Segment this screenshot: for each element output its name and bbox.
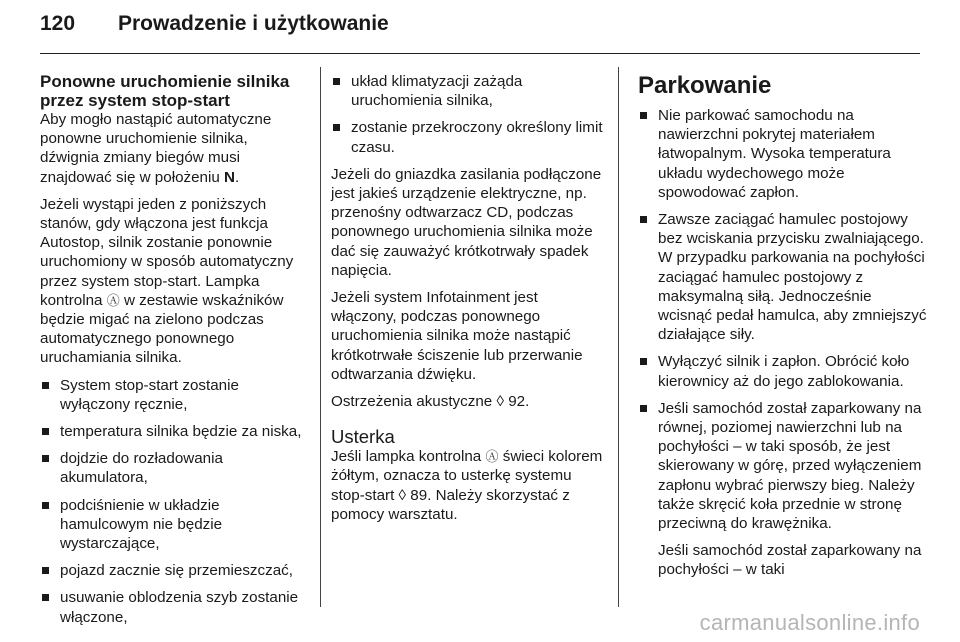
list-item: podciśnienie w układzie hamulcowym nie będzie wystarczające, xyxy=(40,496,308,554)
list-item: Nie parkować samochodu na nawierzchni pokrytej materiałem łatwopalnym. Wysoka temperatura układu wydechowego może spowodować zapłon. xyxy=(638,106,928,202)
column-divider xyxy=(618,67,619,607)
list-item: Wyłączyć silnik i zapłon. Obrócić koło kierownicy aż do jego zablokowania. xyxy=(638,352,928,390)
text: Jeśli lampka kontrolna xyxy=(331,448,486,466)
gear-position: N xyxy=(224,168,236,186)
autostop-icon: Ⓐ xyxy=(106,292,120,308)
list-item: pojazd zacznie się przemieszczać, xyxy=(40,561,308,580)
column-2 xyxy=(331,72,605,532)
page-title: Prowadzenie i użytkowanie xyxy=(118,12,389,35)
text: Jeżeli wystąpi jeden z poniższych stanów, gdy włączona jest funkcja Autostop, silnik zostanie ponownie uruchomiony w sposób automatyczny przez system stop-start. Lampka kontrolna xyxy=(40,195,294,309)
list-item: układ klimatyzacji zażąda uruchomienia silnika, xyxy=(331,72,605,110)
paragraph: Jeśli samochód został zaparkowany na pochyłości – w taki xyxy=(658,542,922,579)
paragraph xyxy=(40,195,308,368)
text: Ostrzeżenia akustyczne xyxy=(331,393,497,411)
page-number: 120 xyxy=(40,12,76,35)
reference-icon: ◊ xyxy=(398,486,407,504)
list-item: System stop-start zostanie wyłączony ręcznie, xyxy=(40,376,308,414)
autostop-icon: Ⓐ xyxy=(485,449,499,465)
text: Aby mogło nastąpić automatyczne ponowne uruchomienie silnika, dźwignia zmiany biegów musi znajdować się w położeniu xyxy=(40,111,272,186)
paragraph xyxy=(331,447,605,524)
list-item: Zawsze zaciągać hamulec postojowy bez wciskania przycisku zwalniającego. W przypadku parkowania na pochyłości zaciągać hamulec postojowy z maksymalną siłą. Jednocześnie wcisnąć pedał hamulca, aby zmniejszyć działające siły. xyxy=(638,210,928,344)
paragraph xyxy=(40,110,308,187)
paragraph: Jeżeli do gniazdka zasilania podłączone jest jakieś urządzenie elektryczne, np. przenośny odtwarzacz CD, podczas ponownego uruchomienia silnika może dać się zauważyć krótkotrwały spadek napięcia. xyxy=(331,165,602,279)
column-divider xyxy=(320,67,321,607)
page-header xyxy=(40,12,389,52)
list-item: zostanie przekroczony określony limit czasu. xyxy=(331,118,605,156)
text: . Należy skorzystać z pomocy warsztatu. xyxy=(331,486,570,523)
text: . xyxy=(525,393,530,411)
list-item: Jeśli samochód został zaparkowany na równej, poziomej nawierzchni lub na pochyłości – w taki sposób, że jest skierowany w górę, przed wyłączeniem zapłonu wybrać pierwszy bieg. Należy także skręcić koła przednie w stronę przeciwną do krawężnika. xyxy=(638,399,928,533)
column-1 xyxy=(40,72,308,635)
column-3 xyxy=(638,72,928,580)
paragraph xyxy=(331,392,605,411)
text: w zestawie wskaźników będzie migać na zielono podczas automatycznego ponownego uruchamiania silnika. xyxy=(40,291,284,367)
page-reference: 92 xyxy=(508,393,526,411)
section-heading-restart: Ponowne uruchomienie silnika przez system stop-start xyxy=(40,72,290,110)
section-heading-parking: Parkowanie xyxy=(638,72,772,99)
header-divider xyxy=(40,53,920,54)
text: . xyxy=(235,168,240,186)
parking-list xyxy=(638,106,928,533)
watermark: carmanualsonline.info xyxy=(699,610,920,635)
list-item: dojdzie do rozładowania akumulatora, xyxy=(40,449,308,487)
page-reference: 89 xyxy=(410,486,428,504)
reference-icon: ◊ xyxy=(496,393,504,411)
list-item: usuwanie oblodzenia szyb zostanie włączone, xyxy=(40,588,308,626)
text: świeci kolorem żółtym, oznacza to usterkę systemu stop-start xyxy=(331,448,603,504)
section-heading-fault: Usterka xyxy=(331,426,395,448)
restart-conditions-list-cont xyxy=(331,72,605,157)
restart-conditions-list xyxy=(40,376,308,627)
list-item: temperatura silnika będzie za niska, xyxy=(40,422,308,441)
paragraph: Jeżeli system Infotainment jest włączony, podczas ponownego uruchomienia silnika może nastąpić krótkotrwałe ściszenie lub przerwanie odtwarzania dźwięku. xyxy=(331,289,583,383)
